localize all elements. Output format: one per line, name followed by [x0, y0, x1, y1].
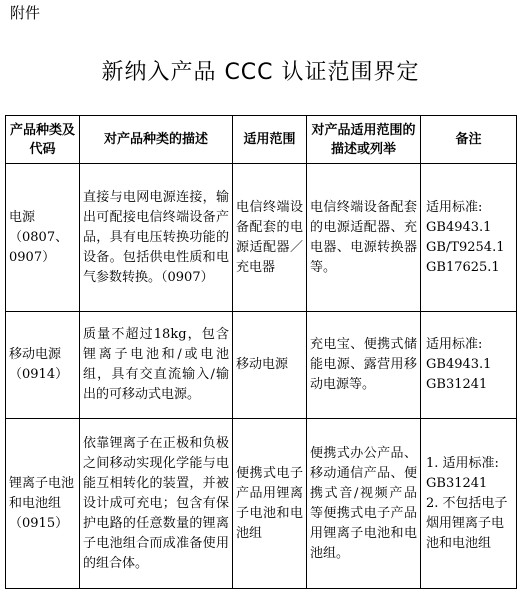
cell-scope-detail: 便携式办公产品、移动通信产品、便携式音/视频产品等便携式电子产品用锂离子电池和电池组。 — [307, 419, 421, 589]
cell-category: 移动电源（0914） — [6, 312, 80, 419]
table-row — [6, 312, 517, 419]
cell-category: 锂离子电池和电池组（0915） — [6, 419, 80, 589]
header-scope: 适用范围 — [233, 116, 307, 164]
document-title: 新纳入产品 CCC 认证范围界定 — [101, 60, 420, 85]
cell-scope: 移动电源 — [233, 312, 307, 419]
cell-description: 质量不超过18kg，包含锂离子电池和/或电池组，具有交直流输入/输出的可移动式电源。 — [80, 312, 233, 419]
cell-scope: 便携式电子产品用锂离子电池和电池组 — [233, 419, 307, 589]
cell-remarks: 1. 适用标准: GB31241 2. 不包括电子烟用锂离子电池和电池组 — [421, 419, 517, 589]
header-description: 对产品种类的描述 — [80, 116, 233, 164]
cell-scope-detail: 充电宝、便携式储能电源、露营用移动电源等。 — [307, 312, 421, 419]
attachment-label: 附件 — [10, 4, 41, 22]
cell-remarks: 适用标准: GB4943.1 GB31241 — [421, 312, 517, 419]
cell-scope-detail: 电信终端设备配套的电源适配器、充电器、电源转换器等。 — [307, 164, 421, 312]
cell-scope: 电信终端设备配套的电源适配器／充电器 — [233, 164, 307, 312]
cell-remarks: 适用标准: GB4943.1 GB/T9254.1 GB17625.1 — [421, 164, 517, 312]
table-row — [6, 164, 517, 312]
header-scope-detail: 对产品适用范围的描述或列举 — [307, 116, 421, 164]
cell-description: 依靠锂离子在正极和负极之间移动实现化学能与电能互相转化的装置，并被设计成可充电；包含有保护电路的任意数量的锂离子电池组合而成准备使用的组合体。 — [80, 419, 233, 589]
header-remarks: 备注 — [421, 116, 517, 164]
scope-table — [5, 115, 517, 589]
table-row — [6, 419, 517, 589]
table-header-row — [6, 116, 517, 164]
cell-category: 电源（0807、0907） — [6, 164, 80, 312]
cell-description: 直接与电网电源连接，输出可配接电信终端设备产品，具有电压转换功能的设备。包括供电性质和电气参数转换。（0907） — [80, 164, 233, 312]
header-category: 产品种类及代码 — [6, 116, 80, 164]
